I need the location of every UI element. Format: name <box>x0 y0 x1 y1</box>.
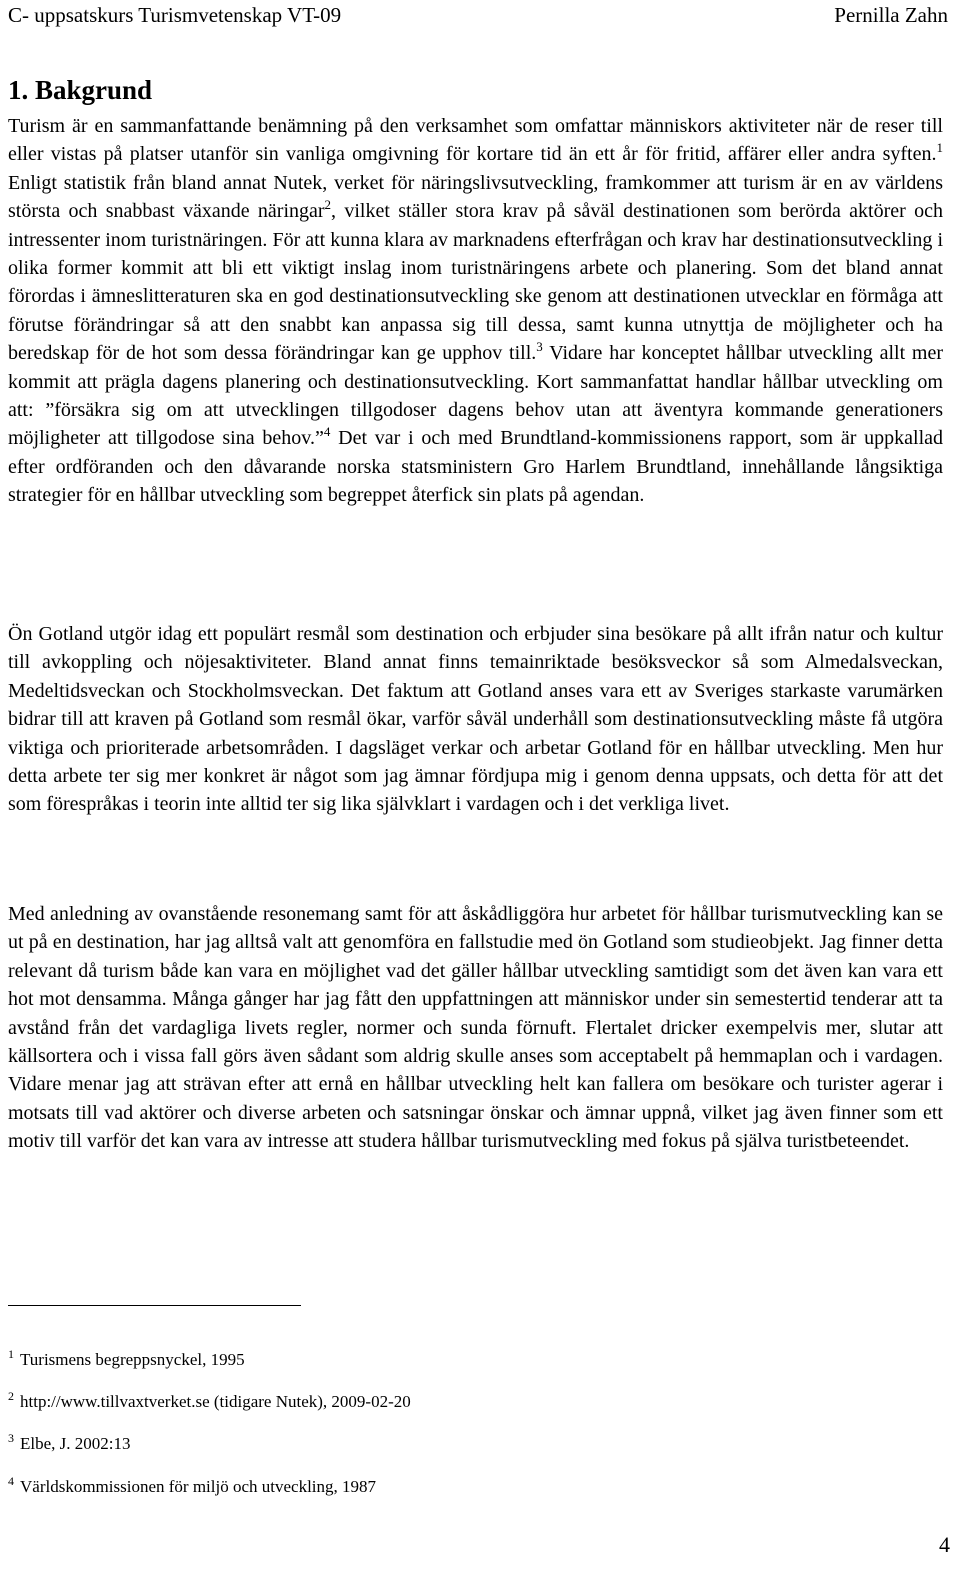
footnote-separator <box>8 1305 301 1306</box>
footnote-2-text: http://www.tillvaxtverket.se (tidigare Nutek), 2009-02-20 <box>20 1392 411 1411</box>
footnote-ref-4: 4 <box>323 424 331 440</box>
paragraph-1-text-d: Vidare har konceptet hållbar utveckling allt mer kommit att prägla dagens planering och destinationsutveckling. Kort sammanfattat handlar hållbar utveckling om att: ”försäkra sig om att utvecklingen tillgodoser dagens behov utan att äventyra kommande generationers möjligheter att tillgodose sina behov.” <box>8 342 944 450</box>
footnote-3 <box>8 1433 131 1455</box>
footnote-ref-2: 2 <box>324 197 332 213</box>
footnote-4-text: Världskommissionen för miljö och utveckling, 1987 <box>20 1477 377 1496</box>
header-course-title: C- uppsatskurs Turismvetenskap VT-09 <box>8 3 342 27</box>
footnote-2 <box>8 1391 411 1413</box>
paragraph-2: Ön Gotland utgör idag ett populärt resmål som destination och erbjuder sina besökare på allt ifrån natur och kultur till avkoppling och nöjesaktiviteter. Bland annat finns temainriktade besöksveckor så som Almedalsveckan, Medeltidsveckan och Stockholmsveckan. Det faktum att Gotland anses vara ett av Sveriges starkaste varumärken bidrar till att kraven på Gotland som resmål ökar, varför såväl underhåll som destinationsutveckling måste få utgöra viktiga och prioriterade arbetsområden. I dagsläget verkar och arbetar Gotland för en hållbar utveckling. Men hur detta arbete ter sig mer konkret är något som jag ämnar fördjupa mig i genom denna uppsats, och detta för att det som förespråkas i teorin inte alltid ter sig lika självklart i vardagen och i det verkliga livet. <box>8 623 943 816</box>
footnote-ref-3: 3 <box>536 339 543 355</box>
footnote-1-text: Turismens begreppsnyckel, 1995 <box>20 1350 245 1369</box>
footnote-ref-1: 1 <box>936 140 943 156</box>
paragraph-1 <box>8 112 943 510</box>
footnote-3-text: Elbe, J. 2002:13 <box>20 1434 131 1453</box>
footnote-4-number: 4 <box>8 1474 14 1488</box>
header-author: Pernilla Zahn <box>834 3 948 27</box>
footnote-4 <box>8 1476 376 1498</box>
section-heading: 1. Bakgrund <box>8 75 153 105</box>
paragraph-1-text-e: Det var i och med Brundtland-kommissionens rapport, som är uppkallad efter ordföranden och den dåvarande norska statsministern Gro Harlem Brundtland, innehållande långsiktiga strategier för en hållbar utveckling som begreppet återfick sin plats på agendan. <box>8 427 943 507</box>
paragraph-1-text-a: Turism är en sammanfattande benämning på den verksamhet som omfattar människors aktiviteter när de reser till eller vistas på platser utanför sin vanliga omgivning för kortare tid än ett år för fritid, affärer eller andra syften. <box>8 115 943 166</box>
footnote-1 <box>8 1349 245 1371</box>
paragraph-1-text-c: , vilket ställer stora krav på såväl destinationen som berörda aktörer och intressenter inom turistnäringen. För att kunna klara av marknadens efterfrågan och krav har destinationsutveckling i olika former kommit att bli ett viktigt inslag inom turistnäringens arbete och planering. Som det bland annat förordas i ämneslitteraturen ska en god destinationsutveckling ske genom att destinationen utvecklar en förmåga att förutse förändringar så att den snabbt kan anpassa sig till dessa, samt kunna utnyttja de möjligheter och ha beredskap för de hot som dessa förändringar kan ge upphov till. <box>8 200 943 365</box>
paragraph-1-text-b: Enligt statistik från bland annat Nutek, verket för näringslivsutveckling, framkommer att turism är en av världens största och snabbast växande näringar <box>8 171 943 223</box>
paragraph-3: Med anledning av ovanstående resonemang samt för att åskådliggöra hur arbetet för hållbar turismutveckling kan se ut på en destination, har jag alltså valt att genomföra en fallstudie med ön Gotland som studieobjekt. Jag finner detta relevant då turism både kan vara en möjlighet vad det gäller hållbar utveckling samtidigt som det även kan vara ett hot mot densamma. Många gånger har jag fått den uppfattningen att människor under sin semestertid tenderar att ta avstånd från det vardagliga livets regler, normer och sunda förnuft. Flertalet dricker exempelvis mer, slutar att källsortera och i vissa fall görs även sådant som aldrig skulle anses som acceptabelt på hemmaplan och i vardagen. Vidare menar jag att strävan efter att ernå en hållbar utveckling helt kan fallera om besökare och turister agerar i motsats till vad aktörer och diverse arbeten och satsningar önskar och ämnar uppnå, vilket jag även finner som ett motiv till varför det kan vara av intresse att studera hållbar turismutveckling med fokus på själva turistbeteendet. <box>8 903 943 1153</box>
footnote-3-number: 3 <box>8 1431 14 1445</box>
footnote-2-number: 2 <box>8 1389 14 1403</box>
page-number: 4 <box>939 1532 950 1557</box>
footnote-1-number: 1 <box>8 1347 14 1361</box>
page-header <box>8 2 948 28</box>
